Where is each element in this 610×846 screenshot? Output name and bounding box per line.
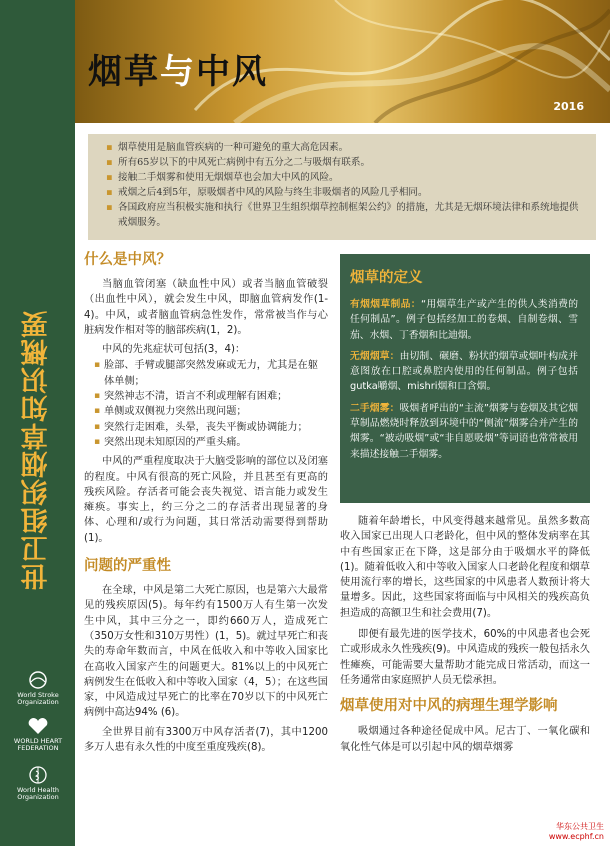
definition-term: 二手烟雾： (350, 402, 400, 414)
paragraph: 中风的严重程度取决于大脑受影响的部位以及闭塞的程度。中风有很高的死亡风险，并且甚至有更高的残疾风险。存活者可能会丧失视觉、语言能力或发生瘫痪。事实上，约三分之二的存活者出现显著的身体、心理和/或行为问题，其日常活动需要得到帮助(1)。 (84, 456, 328, 544)
site-watermark: 华东公共卫生 www.ecphf.cn (548, 822, 604, 841)
paragraph: 随着年龄增长，中风变得越来越常见。虽然多数高收入国家已出现人口老龄化，但中风的整体发病率在其中有些国家正在下降，这是部分由于吸烟水平的降低(1)。随着低收入和中等收入国家人口老龄化程度和烟草使用流行率的增长，这些国家的中风患者人数预计将大量增多。因此，这些国家将面临与中风相关的残疾高负担造成的高额卫生和社会费用(7)。 (340, 516, 590, 619)
key-fact: ▪ 烟草使用是脑血管疾病的一种可避免的重大高危因素。 (108, 140, 586, 155)
list-item: ▪ 单侧或双侧视力突然出现问题； (94, 404, 328, 419)
definition-item (350, 297, 578, 343)
paragraph: 中风的先兆症状可包括(3，4)： (102, 344, 246, 356)
section-heading-severity: 问题的严重性 (84, 558, 171, 575)
section-heading-pathophysiology: 烟草使用对中风的病理生理学影响 (340, 698, 558, 715)
sidebar-vertical-title: 世卫组织烟草知识概要 (21, 310, 53, 590)
key-fact: ▪ 戒烟之后4到5年，原吸烟者中风的风险与终生非吸烟者的风险几乎相同。 (108, 185, 586, 200)
definition-term: 无烟烟草： (350, 350, 400, 362)
heart-icon (25, 716, 51, 736)
who-logo: World Health Organization (5, 765, 71, 801)
key-fact: ▪ 各国政府应当积极实施和执行《世界卫生组织烟草控制框架公约》的措施，尤其是无烟环境法律和系统地提供戒烟服务。 (108, 200, 586, 230)
list-item: ▪ 突然神志不清，语言不利或理解有困难； (94, 389, 328, 404)
world-heart-federation-logo: WORLD HEART FEDERATION (5, 716, 71, 752)
right-column (340, 514, 590, 755)
page-title: 烟草与中风 (88, 52, 268, 92)
key-fact: ▪ 接触二手烟雾和使用无烟烟草也会加大中风的风险。 (108, 170, 586, 185)
left-column (84, 248, 328, 755)
paragraph: 全世界目前有3300万中风存活者(7)，其中1200多万人患有永久性的中度至重度残疾(8)。 (84, 726, 328, 754)
key-facts-box (88, 134, 596, 240)
section-heading-what-is-stroke: 什么是中风？ (84, 252, 171, 268)
definition-text: 吸烟者呼出的“主流”烟雾与卷烟及其它烟草制品燃烧时释放到环境中的“侧流”烟雾合并产生的烟雾。“被动吸烟”或“非自愿吸烟”等词语也常常被用来描述接触二手烟雾。 (350, 402, 579, 460)
definition-item (350, 349, 578, 395)
symptom-list (94, 358, 328, 450)
definitions-heading: 烟草的定义 (350, 270, 423, 286)
key-fact: ▪ 所有65岁以下的中风死亡病例中有五分之二与吸烟有联系。 (108, 155, 586, 170)
who-emblem-icon (25, 765, 51, 785)
paragraph: 即便有最先进的医学技术，60%的中风患者也会死亡或形成永久性残疾(9)。中风造成的残疾一般包括永久性瘫痪，可能需要大量帮助才能完成日常活动，而这一任务通常由家庭照护人员无偿承担。 (340, 629, 590, 686)
paragraph: 在全球，中风是第二大死亡原因，也是第六大最常见的残疾原因(5)。每年约有1500万人有生第一次发生中风，其中三分之一，即约660万人，造成死亡（350万女性和310万男性）(1，5)。就过早死亡和丧失的寿命年数而言，中风在低收入和中等收入国家比在高收入国家产生的问题更大。81%以上的中风死亡病例发生在低收入和中等收入国家（4，5）；在这些国家，中风造成过早死亡的比率在70岁以下的中风死亡病例中高达94% (6)。 (84, 585, 328, 719)
definition-text: 由切制、碾磨、粉状的烟草或烟叶构成并意图放在口腔或鼻腔内使用的任何制品。例子包括gutka嚼烟、mishri烟和口含烟。 (350, 350, 579, 393)
world-stroke-icon (25, 670, 51, 690)
world-stroke-logo: World Stroke Organization (5, 670, 71, 706)
definition-term: 有烟烟草制品： (350, 299, 421, 310)
definition-item (350, 401, 578, 462)
paragraph: 当脑血管闭塞（缺血性中风）或者当脑血管破裂（出血性中风），就会发生中风，即脑血管病发作(1-4)。中风，或者脑血管病急性发作，常常被当作与心脏病发作相对等的脑部疾病(1，2)。 (84, 279, 328, 336)
list-item: ▪ 突然出现未知原因的严重头痛。 (94, 435, 328, 450)
year-label: 2016 (553, 100, 584, 113)
paragraph: 吸烟通过各种途径促成中风。尼古丁、一氧化碳和氧化性气体是可以引起中风的烟草烟雾 (340, 726, 590, 753)
tobacco-definitions-box (340, 254, 590, 503)
definition-text: “用烟草生产或产生的供人类消费的任何制品”。例子包括经加工的卷烟、自制卷烟、雪茄、水烟、丁香烟和比迪烟。 (350, 299, 579, 341)
list-item: ▪ 突然行走困难，头晕，丧失平衡或协调能力； (94, 420, 328, 435)
list-item: ▪ 脸部、手臂或腿部突然发麻或无力，尤其是在躯体单侧； (94, 358, 328, 389)
